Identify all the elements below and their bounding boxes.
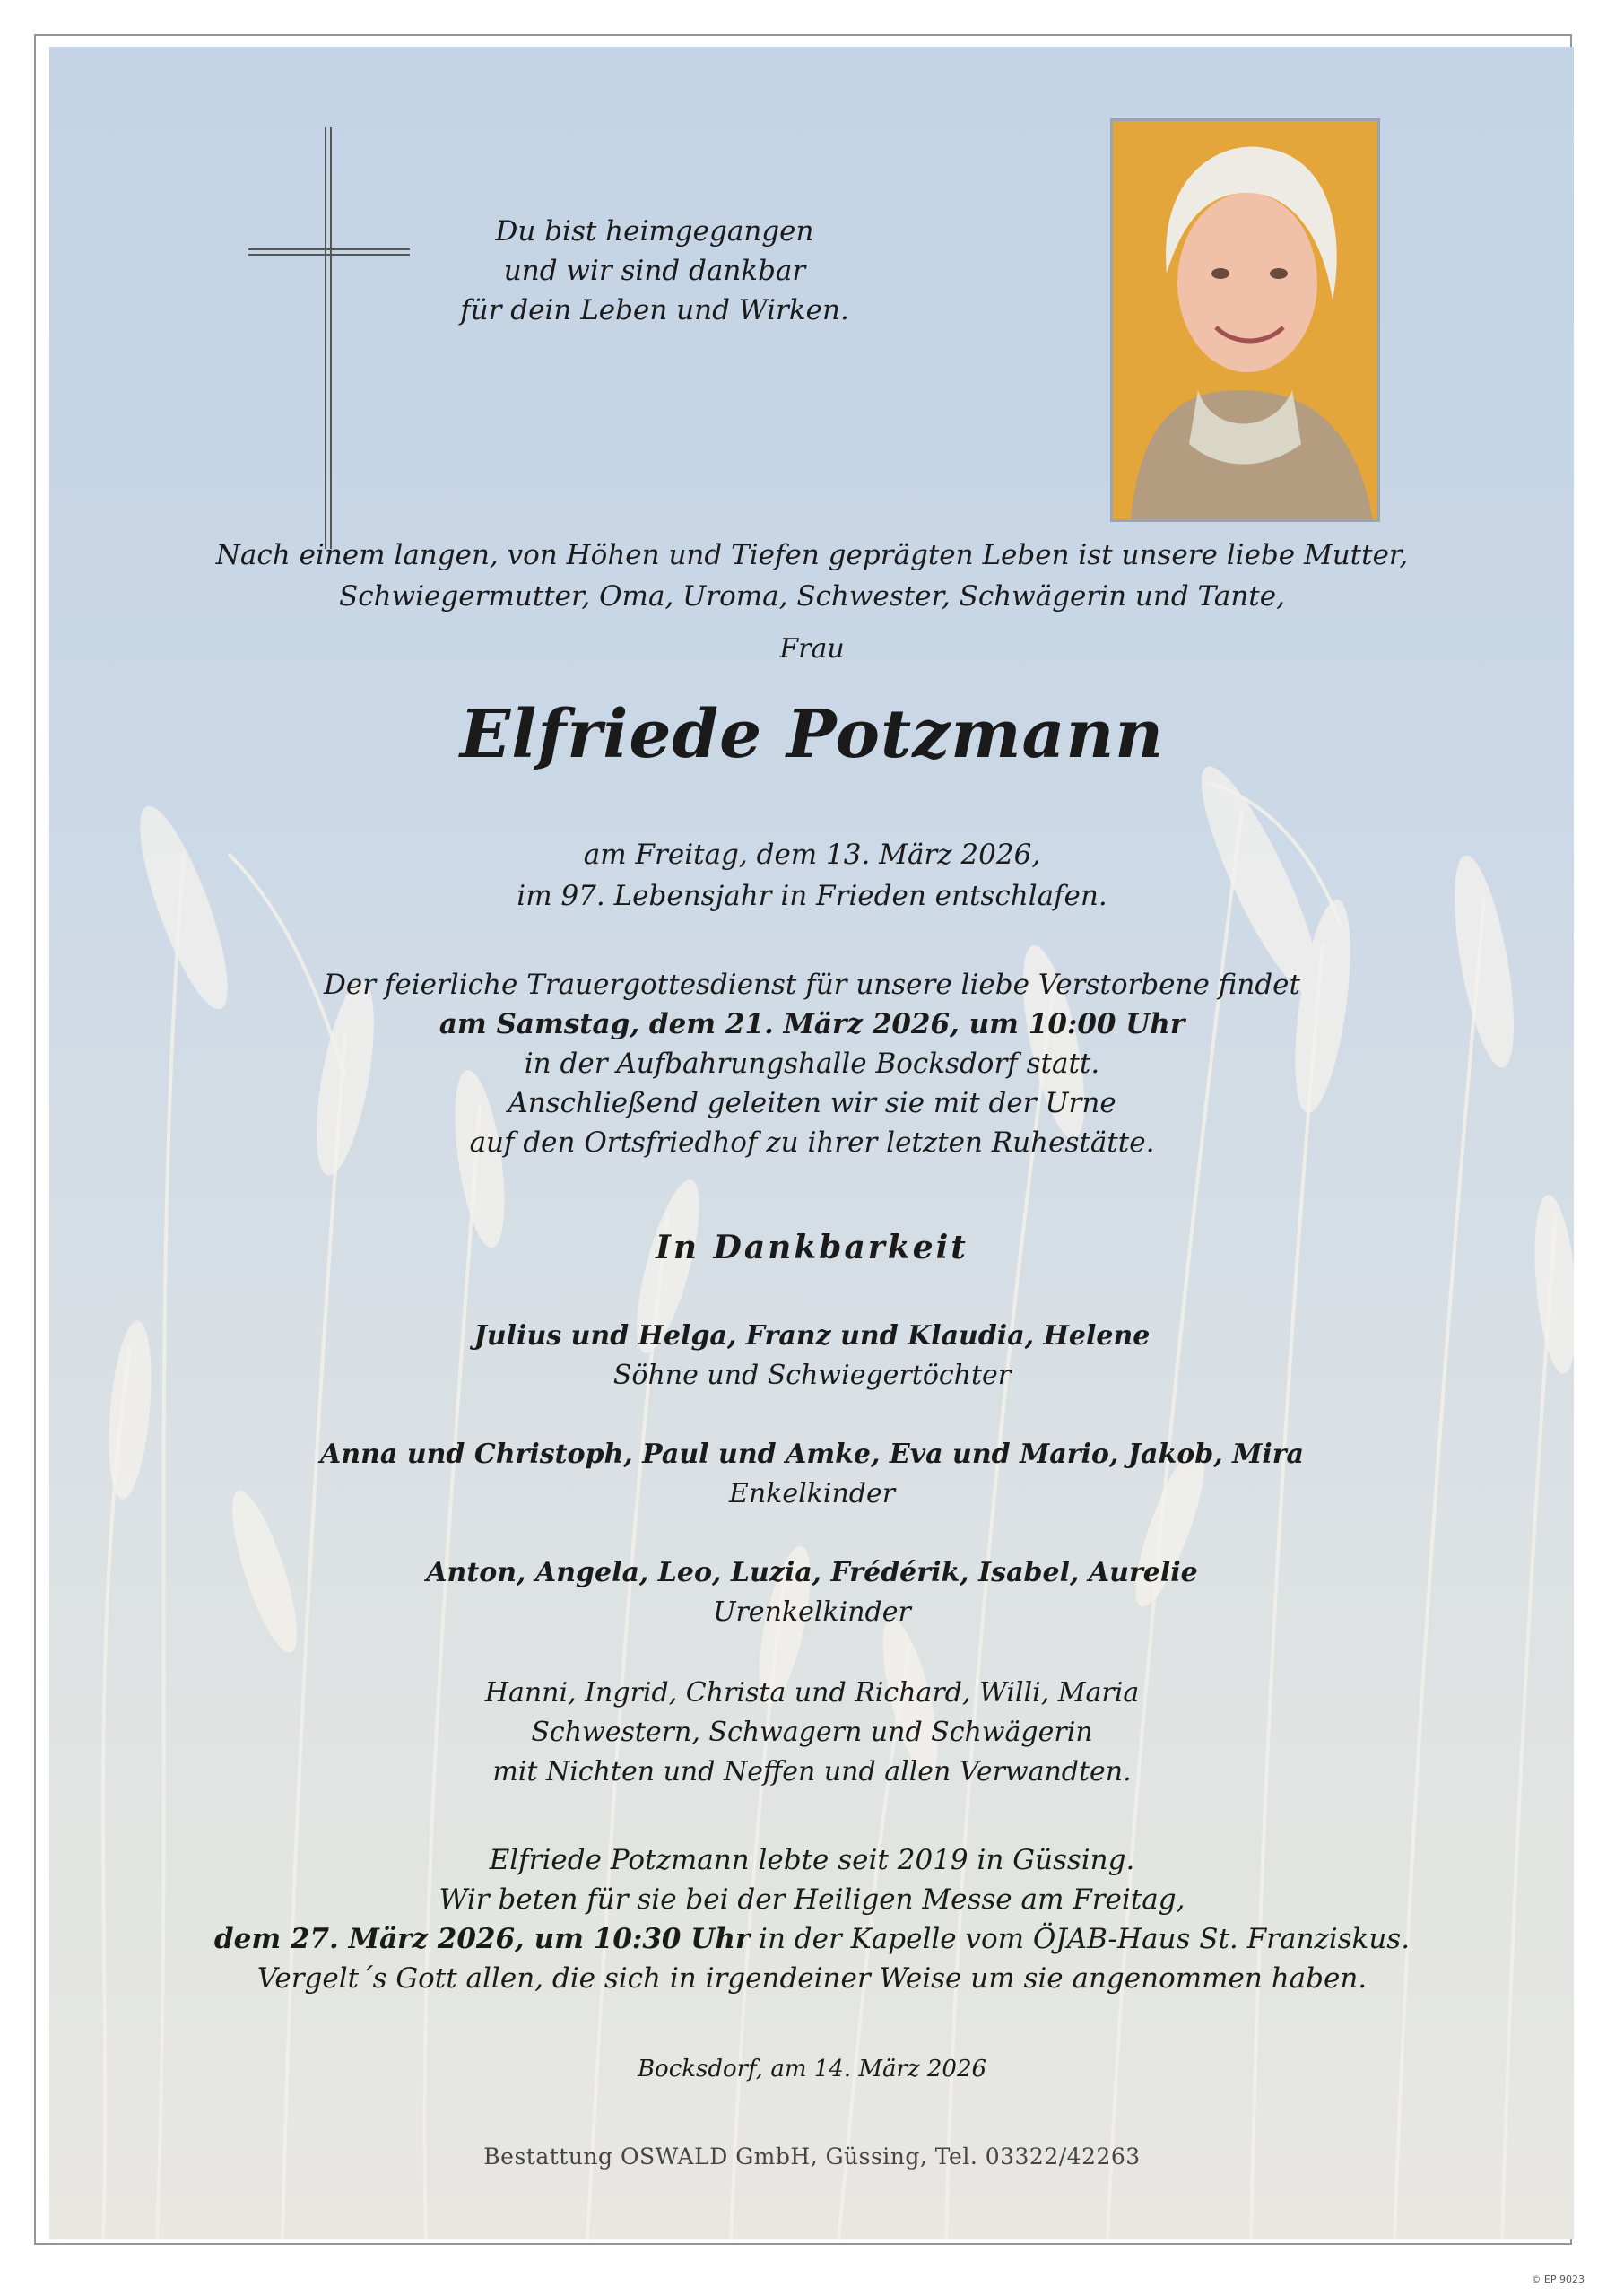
family-group xyxy=(0,1553,1624,1632)
memorial-quote xyxy=(377,212,933,330)
quote-line: Du bist heimgegangen xyxy=(495,215,814,248)
note-line xyxy=(0,1919,1624,1959)
note-line: Vergelt´s Gott allen, die sich in irgendeiner Weise um sie angenommen haben. xyxy=(256,1962,1368,1995)
portrait-photo xyxy=(1110,118,1380,522)
quote-line: und wir sind dankbar xyxy=(503,255,806,287)
death-notice xyxy=(0,834,1624,917)
relatives-line: mit Nichten und Neffen und allen Verwandten. xyxy=(492,1756,1132,1787)
title-prefix: Frau xyxy=(779,633,845,665)
family-names: Anton, Angela, Leo, Luzia, Frédérik, Isabel, Aurelie xyxy=(426,1557,1198,1588)
service-line: Der feierliche Trauergottesdienst für unsere liebe Verstorbene findet xyxy=(324,969,1300,1001)
undertaker-info: Bestattung OSWALD GmbH, Güssing, Tel. 03322/42263 xyxy=(483,2144,1141,2170)
death-line: im 97. Lebensjahr in Frieden entschlafen. xyxy=(517,880,1107,912)
relatives-line: Schwestern, Schwagern und Schwägerin xyxy=(531,1717,1093,1748)
intro-line: Nach einem langen, von Höhen und Tiefen geprägten Leben ist unsere liebe Mutter, xyxy=(215,539,1409,571)
relatives-list xyxy=(0,1674,1624,1792)
place-date: Bocksdorf, am 14. März 2026 xyxy=(637,2056,987,2083)
family-names: Anna und Christoph, Paul und Amke, Eva und Mario, Jakob, Mira xyxy=(320,1439,1304,1470)
intro-text xyxy=(0,535,1624,617)
note-line: Wir beten für sie bei der Heiligen Messe am Freitag, xyxy=(439,1883,1185,1916)
family-relation: Enkelkinder xyxy=(728,1478,896,1509)
mass-location: in der Kapelle vom ÖJAB-Haus St. Franziskus. xyxy=(750,1923,1411,1955)
service-date: am Samstag, dem 21. März 2026, um 10:00 Uhr xyxy=(439,1008,1185,1040)
print-code: © EP 9023 xyxy=(1531,2274,1585,2285)
death-line: am Freitag, dem 13. März 2026, xyxy=(583,839,1041,871)
intro-line: Schwiegermutter, Oma, Uroma, Schwester, Schwägerin und Tante, xyxy=(339,580,1285,613)
quote-line: für dein Leben und Wirken. xyxy=(460,294,849,326)
funeral-service-info xyxy=(0,965,1624,1162)
service-line: Anschließend geleiten wir sie mit der Urne xyxy=(508,1087,1116,1119)
relatives-line: Hanni, Ingrid, Christa und Richard, Willi, Maria xyxy=(484,1677,1140,1709)
deceased-name: Elfriede Potzmann xyxy=(459,696,1165,773)
family-names: Julius und Helga, Franz und Klaudia, Helene xyxy=(473,1320,1151,1352)
cross-icon xyxy=(248,127,410,549)
note-line: Elfriede Potzmann lebte seit 2019 in Güssing. xyxy=(489,1844,1135,1876)
service-line: in der Aufbahrungshalle Bocksdorf statt. xyxy=(524,1048,1100,1080)
family-group xyxy=(0,1435,1624,1514)
mass-note xyxy=(0,1840,1624,1998)
family-group xyxy=(0,1317,1624,1396)
family-relation: Söhne und Schwiegertöchter xyxy=(612,1360,1012,1391)
thanks-heading: In Dankbarkeit xyxy=(656,1229,968,1266)
mass-date: dem 27. März 2026, um 10:30 Uhr xyxy=(213,1923,751,1955)
service-line: auf den Ortsfriedhof zu ihrer letzten Ruhestätte. xyxy=(469,1126,1155,1159)
family-relation: Urenkelkinder xyxy=(713,1596,911,1628)
